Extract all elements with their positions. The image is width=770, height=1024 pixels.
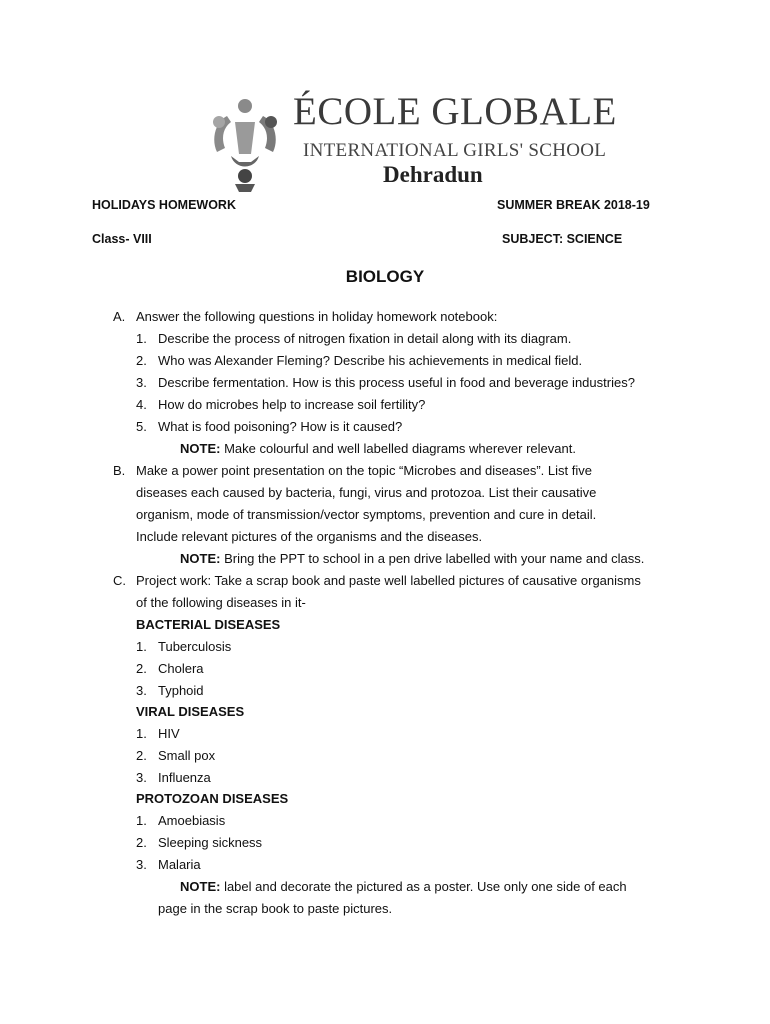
list-item-number: 3.: [136, 770, 147, 785]
list-item: Who was Alexander Fleming? Describe his achievements in medical field.: [158, 353, 583, 368]
list-item-number: 3.: [136, 375, 147, 390]
school-name: ÉCOLE GLOBALE: [293, 90, 617, 133]
list-item: Sleeping sickness: [158, 835, 263, 850]
list-item-number: 2.: [136, 661, 147, 676]
section-b-line: Include relevant pictures of the organisms and the diseases.: [136, 529, 483, 544]
section-b-line: Make a power point presentation on the topic “Microbes and diseases”. List five: [136, 463, 592, 478]
section-a-letter: A.: [113, 309, 126, 324]
viral-heading: VIRAL DISEASES: [136, 704, 245, 719]
section-b-letter: B.: [113, 463, 126, 478]
section-c-note-line2: page in the scrap book to paste pictures.: [158, 901, 393, 916]
list-item: What is food poisoning? How is it caused?: [158, 419, 403, 434]
section-c-line: of the following diseases in it-: [136, 595, 306, 610]
subject-title: BIOLOGY: [345, 267, 425, 286]
note-label: NOTE:: [180, 551, 221, 566]
note-text: Bring the PPT to school in a pen drive labelled with your name and class.: [220, 551, 645, 566]
section-c-note: [180, 876, 627, 898]
list-item: Influenza: [158, 770, 211, 785]
list-item: HIV: [158, 726, 180, 741]
subject-label: SUBJECT: SCIENCE: [502, 232, 623, 246]
section-c-letter: C.: [113, 573, 126, 588]
list-item-number: 1.: [136, 813, 147, 828]
section-a-intro: Answer the following questions in holiday homework notebook:: [136, 309, 498, 324]
section-b-note: [180, 548, 644, 570]
section-b-line: diseases each caused by bacteria, fungi, virus and protozoa. List their causative: [136, 485, 597, 500]
section-a-note: [180, 438, 576, 460]
list-item-number: 2.: [136, 835, 147, 850]
note-text: label and decorate the pictured as a poster. Use only one side of each: [220, 879, 627, 894]
class-label: Class- VIII: [92, 232, 152, 246]
term-label: SUMMER BREAK 2018-19: [497, 198, 650, 212]
list-item: Tuberculosis: [158, 639, 232, 654]
list-item-number: 3.: [136, 683, 147, 698]
list-item-number: 4.: [136, 397, 147, 412]
list-item: Malaria: [158, 857, 201, 872]
note-label: NOTE:: [180, 879, 221, 894]
school-city: Dehradun: [383, 162, 483, 187]
list-item-number: 2.: [136, 353, 147, 368]
homework-label: HOLIDAYS HOMEWORK: [92, 198, 236, 212]
list-item: Cholera: [158, 661, 204, 676]
section-c-line: Project work: Take a scrap book and paste well labelled pictures of causative organisms: [136, 573, 641, 588]
list-item: Small pox: [158, 748, 216, 763]
list-item: Describe fermentation. How is this process useful in food and beverage industries?: [158, 375, 635, 390]
list-item: Amoebiasis: [158, 813, 226, 828]
list-item-number: 3.: [136, 857, 147, 872]
school-logo-icon: [205, 92, 285, 192]
list-item: Typhoid: [158, 683, 204, 698]
note-text: Make colourful and well labelled diagrams wherever relevant.: [220, 441, 576, 456]
list-item-number: 1.: [136, 726, 147, 741]
list-item-number: 2.: [136, 748, 147, 763]
protozoan-heading: PROTOZOAN DISEASES: [136, 791, 289, 806]
list-item: Describe the process of nitrogen fixation in detail along with its diagram.: [158, 331, 572, 346]
bacterial-heading: BACTERIAL DISEASES: [136, 617, 281, 632]
list-item-number: 1.: [136, 331, 147, 346]
list-item: How do microbes help to increase soil fertility?: [158, 397, 426, 412]
list-item-number: 1.: [136, 639, 147, 654]
school-subtitle: INTERNATIONAL GIRLS' SCHOOL: [303, 140, 607, 161]
section-b-line: organism, mode of transmission/vector symptoms, prevention and cure in detail.: [136, 507, 597, 522]
list-item-number: 5.: [136, 419, 147, 434]
note-label: NOTE:: [180, 441, 221, 456]
